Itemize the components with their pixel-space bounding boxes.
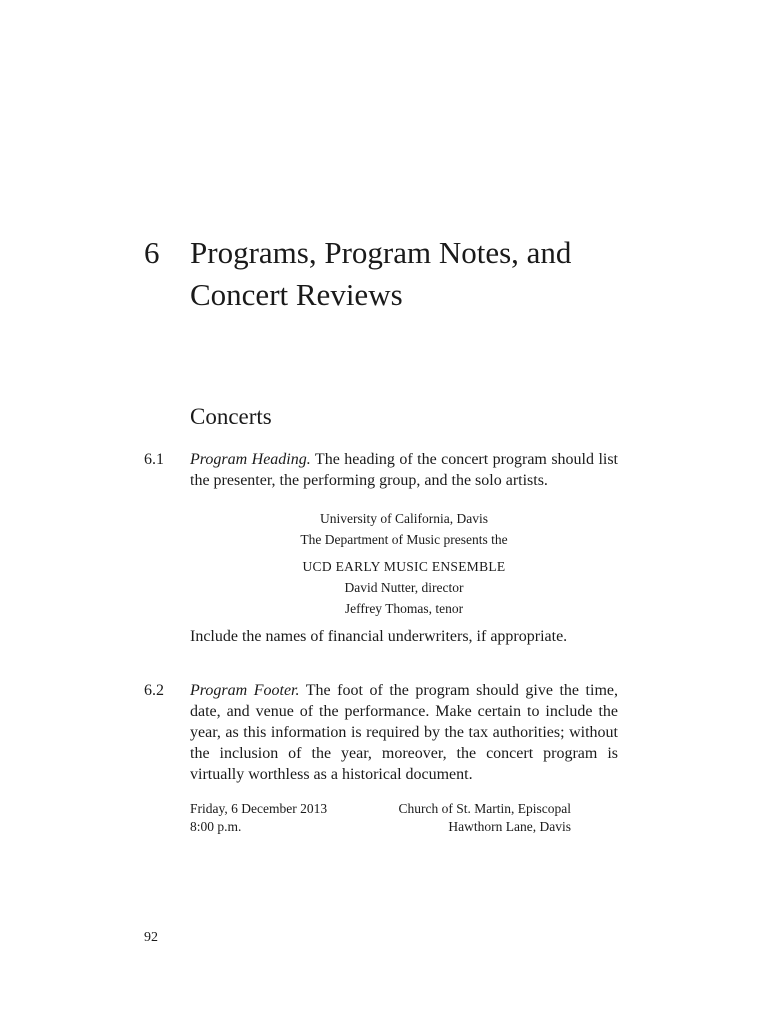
section-heading: Concerts	[190, 404, 272, 429]
paragraph-6-2	[190, 680, 618, 785]
chapter-number: 6	[144, 235, 160, 270]
footer-example-row	[190, 800, 571, 818]
example-line: Jeffrey Thomas, tenor	[344, 601, 464, 616]
paragraph-number-6-2: 6.2	[144, 682, 164, 699]
example-line: David Nutter, director	[344, 580, 464, 595]
paragraph-number-6-1: 6.1	[144, 451, 164, 468]
example-ensemble-name: UCD EARLY MUSIC ENSEMBLE	[302, 559, 506, 574]
paragraph-text: The heading of the concert program should list the presenter, the performing group, and the solo artists.	[190, 451, 618, 489]
program-heading-example	[190, 508, 618, 619]
paragraph-6-1	[190, 449, 618, 491]
paragraph-label: Program Heading.	[190, 451, 311, 468]
footer-address: Hawthorn Lane, Davis	[448, 819, 571, 834]
footer-date: Friday, 6 December 2013	[190, 801, 328, 816]
underwriters-note: Include the names of financial underwriters, if appropriate.	[190, 628, 568, 645]
paragraph-text: The foot of the program should give the time, date, and venue of the performance. Make certain to include the year, as this information is required by the tax authorities; without the inclusion of the year, moreover, the concert program is virtually worthless as a historical document.	[190, 682, 618, 783]
program-footer-example	[190, 800, 571, 836]
example-line: The Department of Music presents the	[300, 532, 508, 547]
footer-time: 8:00 p.m.	[190, 819, 242, 834]
footer-venue: Church of St. Martin, Episcopal	[398, 801, 571, 816]
chapter-title: Programs, Program Notes, and Concert Reviews	[190, 235, 572, 312]
paragraph-label: Program Footer.	[190, 682, 300, 699]
example-line: University of California, Davis	[320, 511, 488, 526]
page-number: 92	[144, 930, 158, 945]
footer-example-row	[190, 818, 571, 836]
